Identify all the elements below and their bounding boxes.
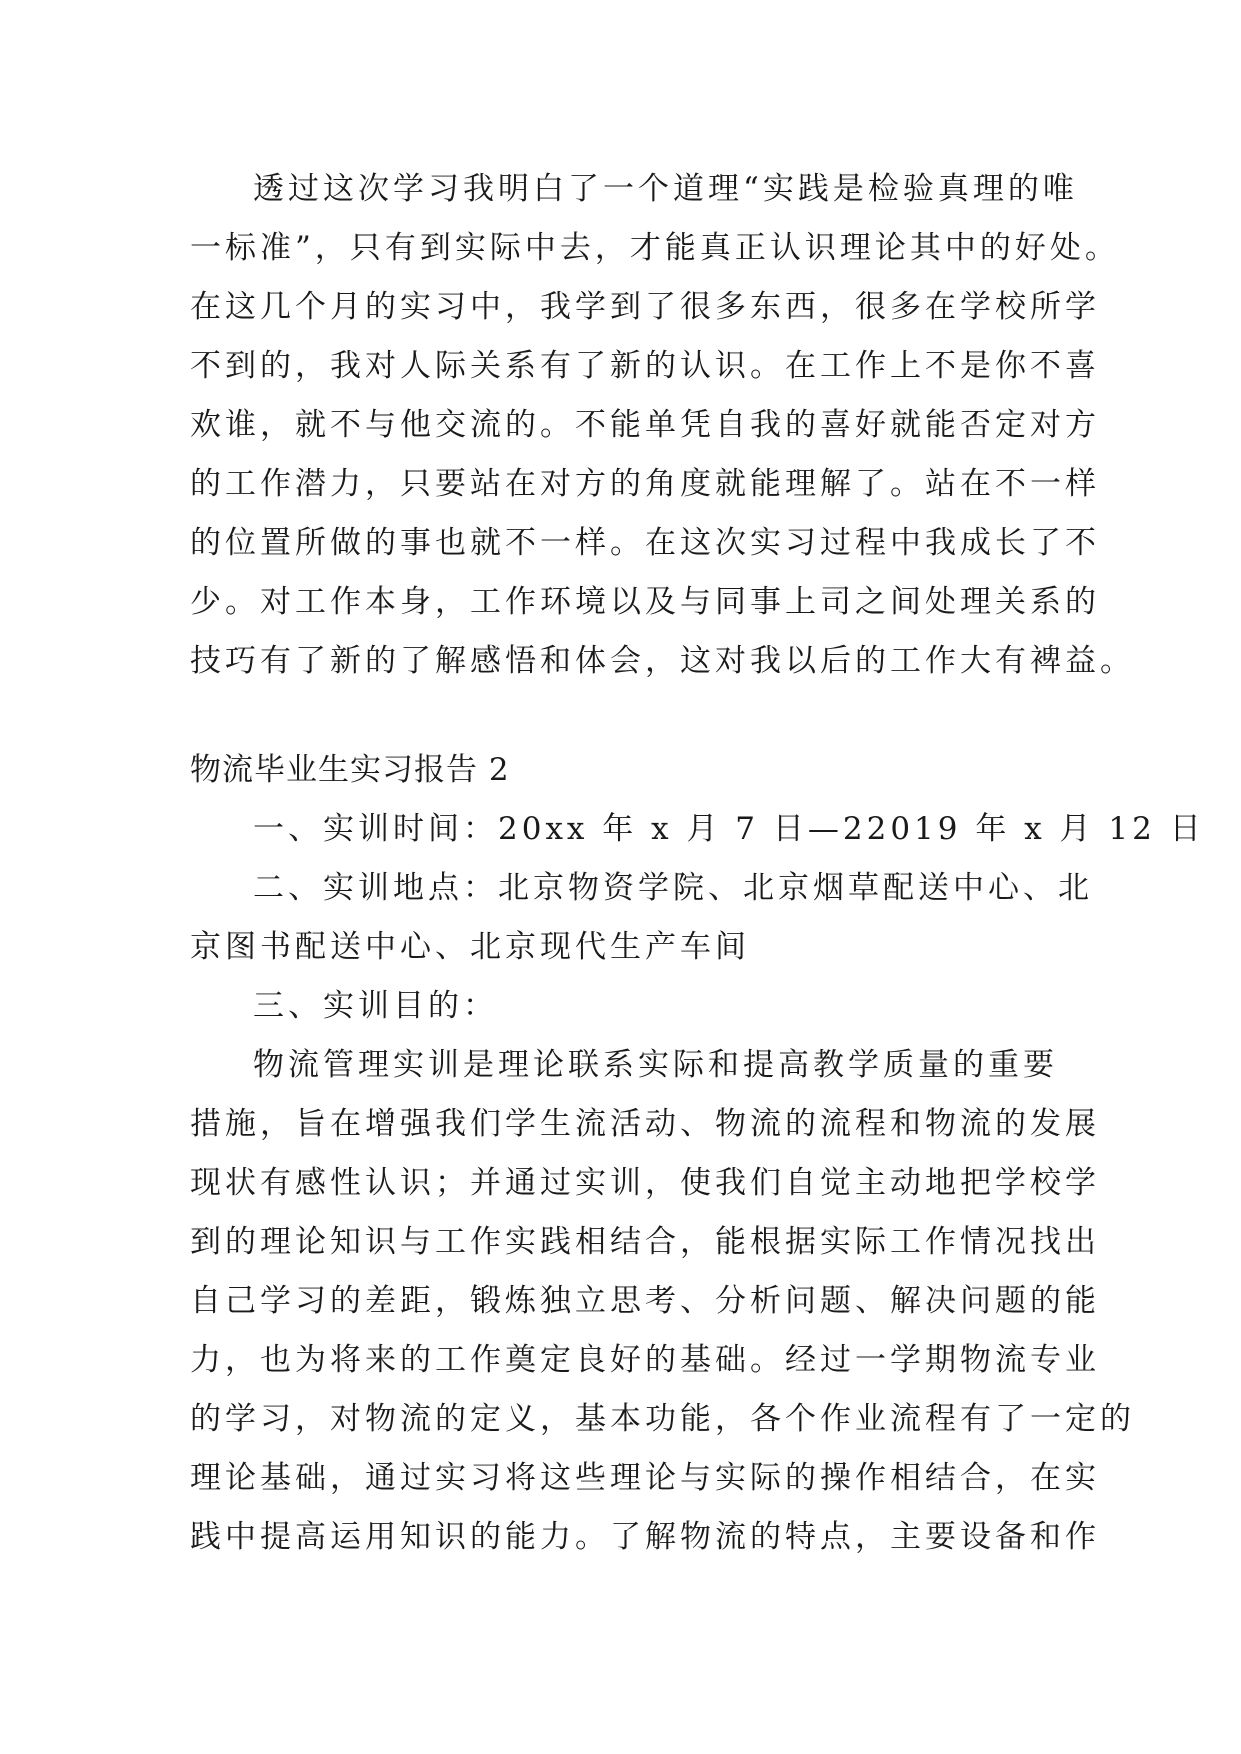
- paragraph-purpose: [190, 1036, 1135, 1567]
- text-line: 的位置所做的事也就不一样。在这次实习过程中我成长了不: [190, 525, 1100, 561]
- text-line: 在这几个月的实习中，我学到了很多东西，很多在学校所学: [190, 289, 1100, 325]
- text-line: 物流管理实训是理论联系实际和提高教学质量的重要: [253, 1047, 1058, 1083]
- section-title: 物流毕业生实习报告 2: [190, 752, 510, 788]
- text-line: 现状有感性认识；并通过实训，使我们自觉主动地把学校学: [190, 1165, 1100, 1201]
- text-line: 透过这次学习我明白了一个道理“实践是检验真理的唯: [253, 171, 1078, 207]
- text-line: 到的理论知识与工作实践相结合，能根据实际工作情况找出: [190, 1224, 1100, 1260]
- text-line: 的学习，对物流的定义，基本功能，各个作业流程有了一定的: [190, 1401, 1135, 1437]
- text-line: 二、实训地点：北京物资学院、北京烟草配送中心、北: [253, 870, 1093, 906]
- text-line: 自己学习的差距，锻炼独立思考、分析问题、解决问题的能: [190, 1283, 1100, 1319]
- text-line: 措施，旨在增强我们学生流活动、物流的流程和物流的发展: [190, 1106, 1100, 1142]
- training-time: 一、实训时间：20xx 年 x 月 7 日—22019 年 x 月 12 日: [253, 811, 1205, 847]
- text-line: 践中提高运用知识的能力。了解物流的特点，主要设备和作: [190, 1519, 1100, 1555]
- text-line: 一标准”，只有到实际中去，才能真正认识理论其中的好处。: [190, 230, 1120, 266]
- text-line: 的工作潜力，只要站在对方的角度就能理解了。站在不一样: [190, 466, 1100, 502]
- paragraph-reflection: [190, 160, 1135, 691]
- document-body: [190, 160, 1205, 1567]
- text-line: 不到的，我对人际关系有了新的认识。在工作上不是你不喜: [190, 348, 1100, 384]
- training-location: [190, 859, 1093, 977]
- text-line: 力，也为将来的工作奠定良好的基础。经过一学期物流专业: [190, 1342, 1100, 1378]
- paragraph-gap: [190, 691, 1050, 741]
- training-purpose-heading: 三、实训目的：: [253, 988, 498, 1024]
- text-line: 京图书配送中心、北京现代生产车间: [190, 929, 750, 965]
- text-line: 少。对工作本身，工作环境以及与同事上司之间处理关系的: [190, 584, 1100, 620]
- text-line: 技巧有了新的了解感悟和体会，这对我以后的工作大有裨益。: [190, 643, 1135, 679]
- text-line: 欢谁，就不与他交流的。不能单凭自我的喜好就能否定对方: [190, 407, 1100, 443]
- text-line: 理论基础，通过实习将这些理论与实际的操作相结合，在实: [190, 1460, 1100, 1496]
